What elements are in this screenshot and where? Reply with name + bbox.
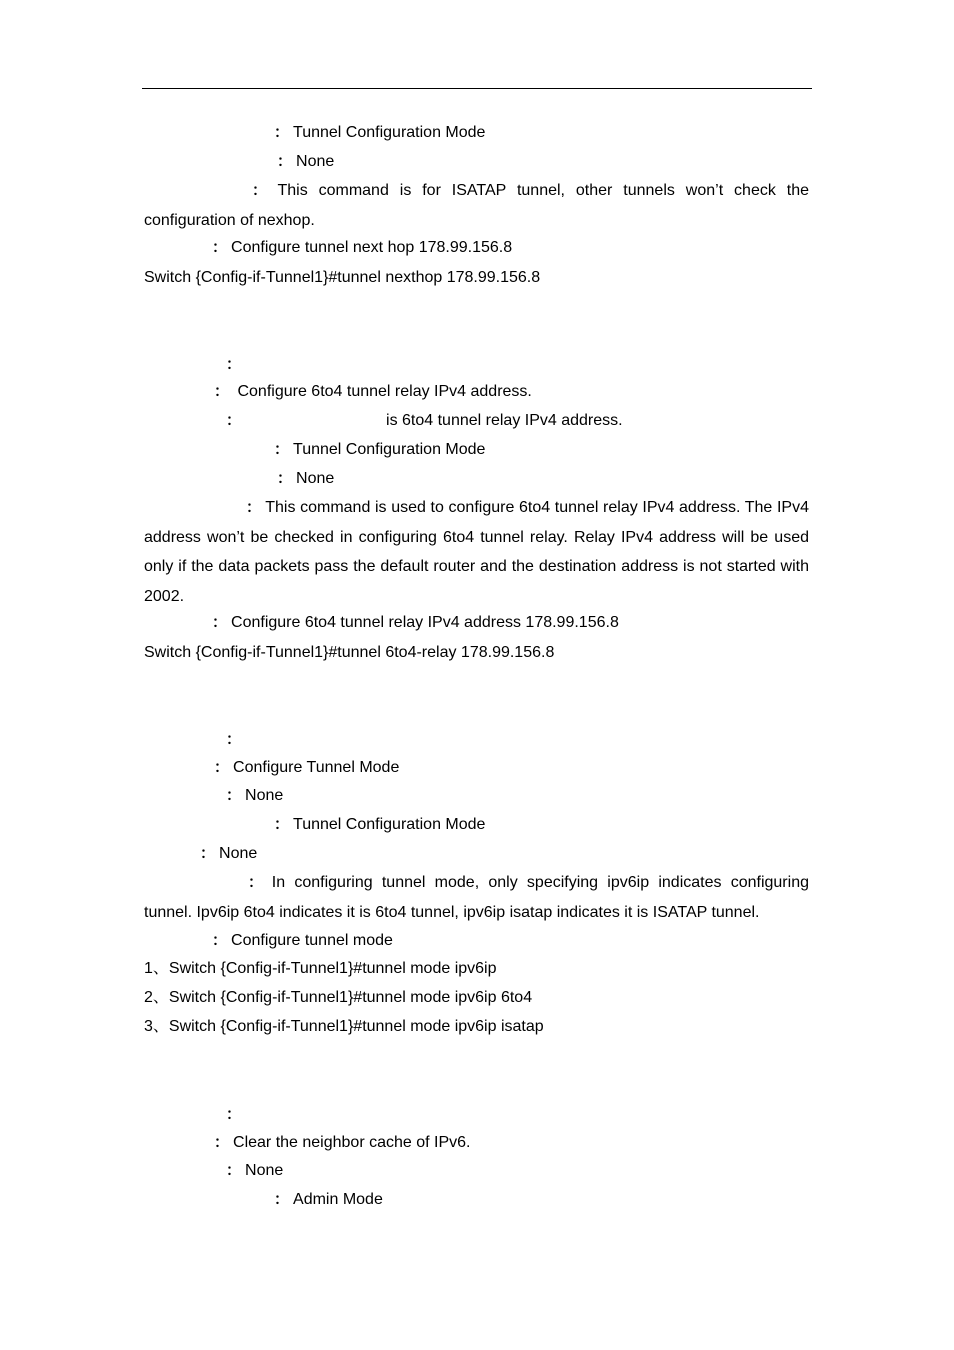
example-label: ： Configure tunnel next hop 178.99.156.8 <box>212 239 513 256</box>
function-line: ： Configure 6to4 tunnel relay IPv4 address. <box>214 383 532 400</box>
parameter-line: ： None <box>226 1162 284 1179</box>
usage-guide-paragraph: ： This command is for ISATAP tunnel, other tunnels won’t check the configuration of nexhop. <box>144 182 809 229</box>
example-command: Switch {Config-if-Tunnel1}#tunnel nexthop 178.99.156.8 <box>144 269 541 286</box>
example-command: 2、Switch {Config-if-Tunnel1}#tunnel mode ipv6ip 6to4 <box>144 989 533 1006</box>
command-mode-line: ： Tunnel Configuration Mode <box>274 441 486 458</box>
example-label: ： Configure 6to4 tunnel relay IPv4 address 178.99.156.8 <box>212 614 619 631</box>
example-command: Switch {Config-if-Tunnel1}#tunnel 6to4-relay 178.99.156.8 <box>144 644 555 661</box>
example-command: 1、Switch {Config-if-Tunnel1}#tunnel mode ipv6ip <box>144 960 497 977</box>
command-line: ： <box>226 1106 242 1123</box>
command-line: ： <box>226 356 242 373</box>
default-line: ： None <box>277 153 335 170</box>
header-rule <box>142 88 812 89</box>
command-line: ： <box>226 731 242 748</box>
function-line: ： Configure Tunnel Mode <box>214 759 400 776</box>
command-mode-line: ： Tunnel Configuration Mode <box>274 124 486 141</box>
usage-guide-paragraph: ： This command is used to configure 6to4 tunnel relay IPv4 address. The IPv4 address won’t be checked in configuring 6to4 tunnel relay. Relay IPv4 address will be used only if the data packets pass the default router and the destination address is not started with 2002. <box>144 499 809 605</box>
default-line: ： None <box>277 470 335 487</box>
command-mode-line: ： Tunnel Configuration Mode <box>274 816 486 833</box>
command-mode-line: ： Admin Mode <box>274 1191 383 1208</box>
example-label: ： Configure tunnel mode <box>212 932 393 949</box>
usage-guide-paragraph: ： In configuring tunnel mode, only specifying ipv6ip indicates configuring tunnel. Ipv6ip 6to4 indicates it is 6to4 tunnel, ipv6ip isatap indicates it is ISATAP tunnel. <box>144 874 809 921</box>
parameter-line: ： is 6to4 tunnel relay IPv4 address. <box>226 412 623 429</box>
parameter-line: ： None <box>226 787 284 804</box>
example-command: 3、Switch {Config-if-Tunnel1}#tunnel mode ipv6ip isatap <box>144 1018 544 1035</box>
function-line: ： Clear the neighbor cache of IPv6. <box>214 1134 471 1151</box>
default-line: ： None <box>200 845 258 862</box>
